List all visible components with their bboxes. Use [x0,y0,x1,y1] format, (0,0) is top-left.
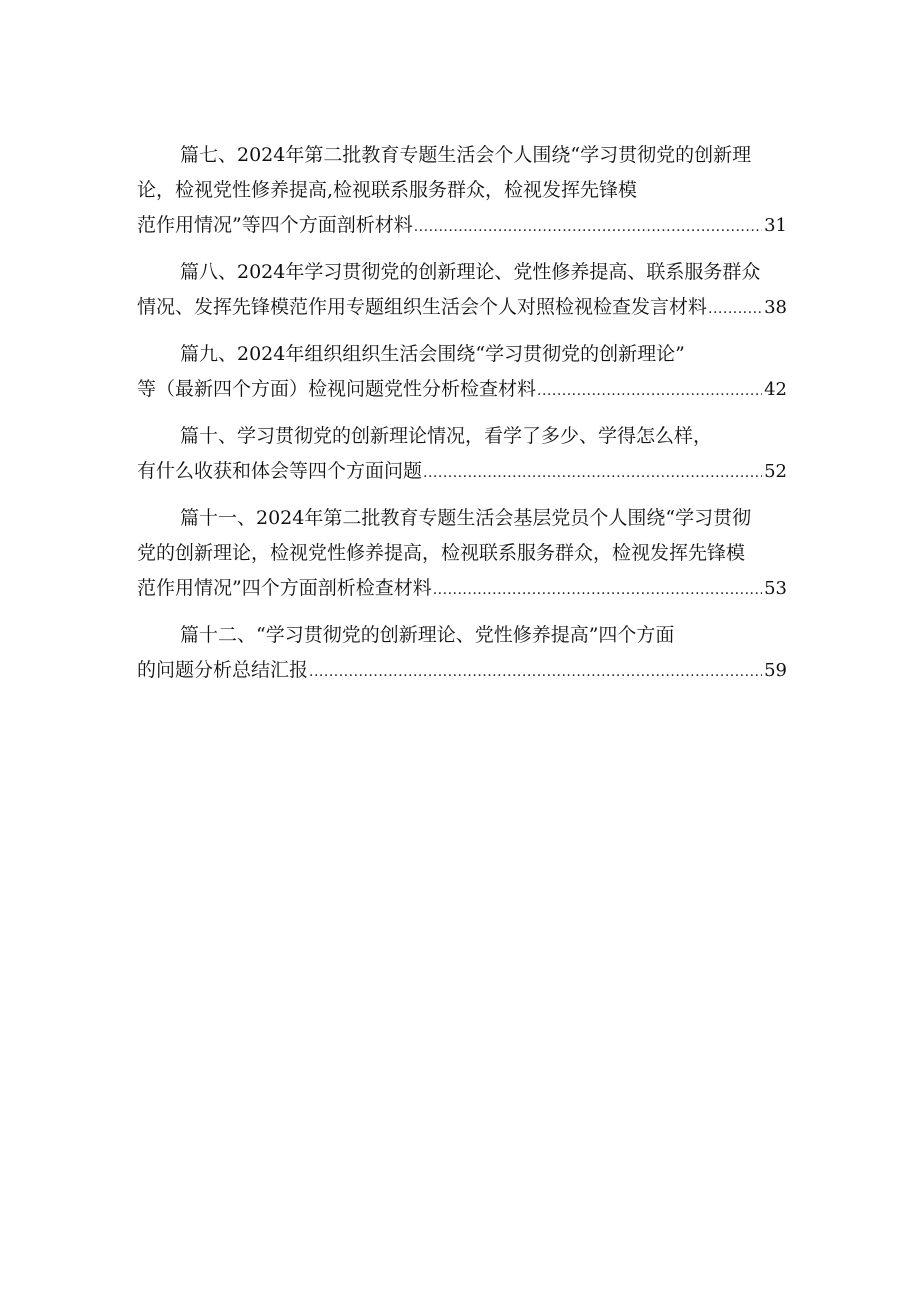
dot-leader [414,210,762,243]
toc-entry-11[interactable] [137,501,787,606]
toc-entry-line: 等（最新四个方面）检视问题党性分析检查材料 [137,378,537,400]
toc-entry-line: 范作用情况”四个方面剖析检查材料 [137,577,432,599]
dot-leader [537,374,762,407]
page-number: 38 [764,297,787,318]
dot-leader [708,292,762,325]
toc-entry-7[interactable] [137,138,787,243]
toc-entry-last-line [137,571,787,606]
toc-entry-last-line [137,208,787,243]
page-number: 42 [764,379,787,400]
toc-entry-line: 党的创新理论，检视党性修养提高，检视联系服务群众，检视发挥先锋模 [137,542,746,564]
dot-leader [423,456,762,489]
dot-leader [433,573,762,606]
toc-entry-line: 篇十一、2024年第二批教育专题生活会基层党员个人围绕“学习贯彻 [180,507,752,529]
toc-entry-line: 的问题分析总结汇报 [137,659,309,681]
page-number: 53 [764,578,787,599]
page-number: 31 [764,215,787,236]
toc-entry-line: 论，检视党性修养提高,检视联系服务群众，检视发挥先锋模 [137,179,638,201]
dot-leader [309,655,762,688]
toc-entry-line: 情况、发挥先锋模范作用专题组织生活会个人对照检视检查发言材料 [137,296,708,318]
toc-entry-last-line [137,454,787,489]
toc-entry-9[interactable] [137,337,787,407]
toc-entry-12[interactable] [137,618,787,688]
toc-entry-10[interactable] [137,419,787,489]
toc-entry-line: 范作用情况”等四个方面剖析材料 [137,214,413,236]
toc-entry-line: 篇十、学习贯彻党的创新理论情况，看学了多少、学得怎么样， [180,425,713,447]
toc-entry-line: 篇七、2024年第二批教育专题生活会个人围绕“学习贯彻党的创新理 [180,144,752,166]
toc-entry-8[interactable] [137,255,787,325]
toc-entry-line: 有什么收获和体会等四个方面问题 [137,460,423,482]
table-of-contents [137,138,787,700]
toc-entry-last-line [137,372,787,407]
toc-entry-last-line [137,290,787,325]
toc-entry-line: 篇十二、“学习贯彻党的创新理论、党性修养提高”四个方面 [180,624,675,646]
toc-entry-line: 篇八、2024年学习贯彻党的创新理论、党性修养提高、联系服务群众 [180,261,761,283]
toc-entry-line: 篇九、2024年组织组织生活会围绕“学习贯彻党的创新理论” [180,343,685,365]
toc-entry-last-line [137,653,787,688]
page-number: 52 [764,461,787,482]
page-number: 59 [764,660,787,681]
